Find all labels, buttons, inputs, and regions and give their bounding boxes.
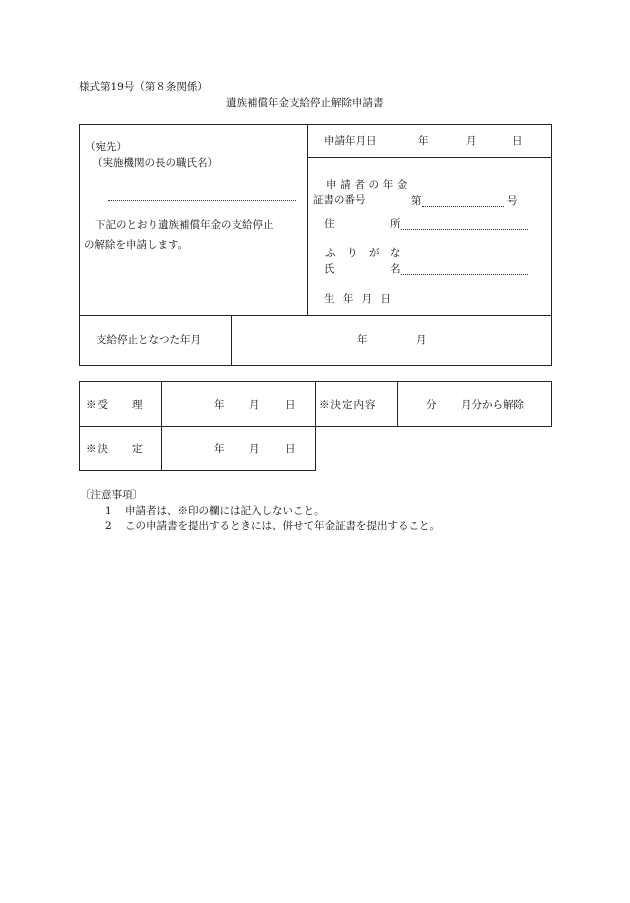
receipt-year: 年 [214, 399, 225, 411]
pension-number-label-2: 証書の番号 [313, 194, 366, 206]
decision-minute-unit: 分 [426, 399, 437, 411]
name-label-a: 氏 [324, 263, 335, 275]
furigana-char-4: な [390, 247, 401, 259]
decision-content-label: ※決定内容 [319, 399, 377, 411]
decision-cancel-text: 月分から解除 [461, 399, 524, 411]
pension-number-label-1: 申請者の年金 [326, 179, 412, 191]
office-divider-1 [161, 381, 162, 471]
decision-day: 日 [285, 443, 296, 455]
furigana-char-1: ふ [325, 247, 336, 259]
note-2-text: この申請書を提出するときには、併せて年金証書を提出すること。 [125, 520, 440, 532]
application-date-year: 年 [418, 135, 429, 147]
suspension-label: 支給停止となつた年月 [96, 334, 201, 346]
notes-heading: 〔注意事項〕 [80, 489, 143, 501]
decision-label: ※決 定 [86, 443, 144, 455]
name-dotted-line [401, 274, 528, 275]
suspension-divider-vertical [231, 315, 232, 366]
suspension-month: 月 [416, 334, 427, 346]
note-1-number: 1 [105, 505, 112, 517]
decision-year: 年 [214, 443, 225, 455]
addressee-label: （宛先） [85, 141, 127, 153]
office-row2-left [79, 426, 80, 471]
pension-number-prefix: 第 [411, 195, 422, 207]
furigana-char-2: り [347, 247, 358, 259]
office-row2-bottom [79, 470, 316, 471]
date-row-divider [307, 157, 552, 158]
request-text-line2: の解除を申請します。 [84, 239, 189, 251]
request-text-line1: 下記のとおり遺族補償年金の支給停止 [95, 219, 274, 231]
suspension-year: 年 [357, 334, 368, 346]
receipt-month: 月 [249, 399, 260, 411]
receipt-label: ※受 理 [86, 399, 144, 411]
furigana-char-3: が [369, 247, 380, 259]
name-label-b: 名 [390, 263, 401, 275]
address-dotted-line [401, 229, 528, 230]
note-2-number: 2 [105, 520, 112, 532]
address-label-b: 所 [390, 218, 401, 230]
address-label-a: 住 [324, 218, 335, 230]
addressee-dotted-line [108, 200, 296, 201]
note-1-text: 申請者は、※印の欄には記入しないこと。 [125, 505, 325, 517]
application-date-label: 申請年月日 [324, 135, 377, 147]
pension-number-suffix: 号 [507, 195, 518, 207]
form-title: 遺族補償年金支給停止解除申請書 [226, 97, 384, 109]
decision-month: 月 [249, 443, 260, 455]
suspension-row-divider [79, 315, 552, 316]
office-divider-2 [315, 381, 316, 471]
receipt-day: 日 [285, 399, 296, 411]
office-divider-3 [397, 381, 398, 427]
application-divider-vertical [307, 124, 308, 315]
birth-date-label: 生 年 月 日 [324, 293, 392, 305]
addressee-name: （実施機関の長の職氏名） [92, 157, 218, 169]
application-date-day: 日 [512, 135, 523, 147]
application-date-month: 月 [466, 135, 477, 147]
form-number: 様式第19号（第８条関係） [79, 81, 208, 93]
pension-number-dotted-line [422, 206, 504, 207]
